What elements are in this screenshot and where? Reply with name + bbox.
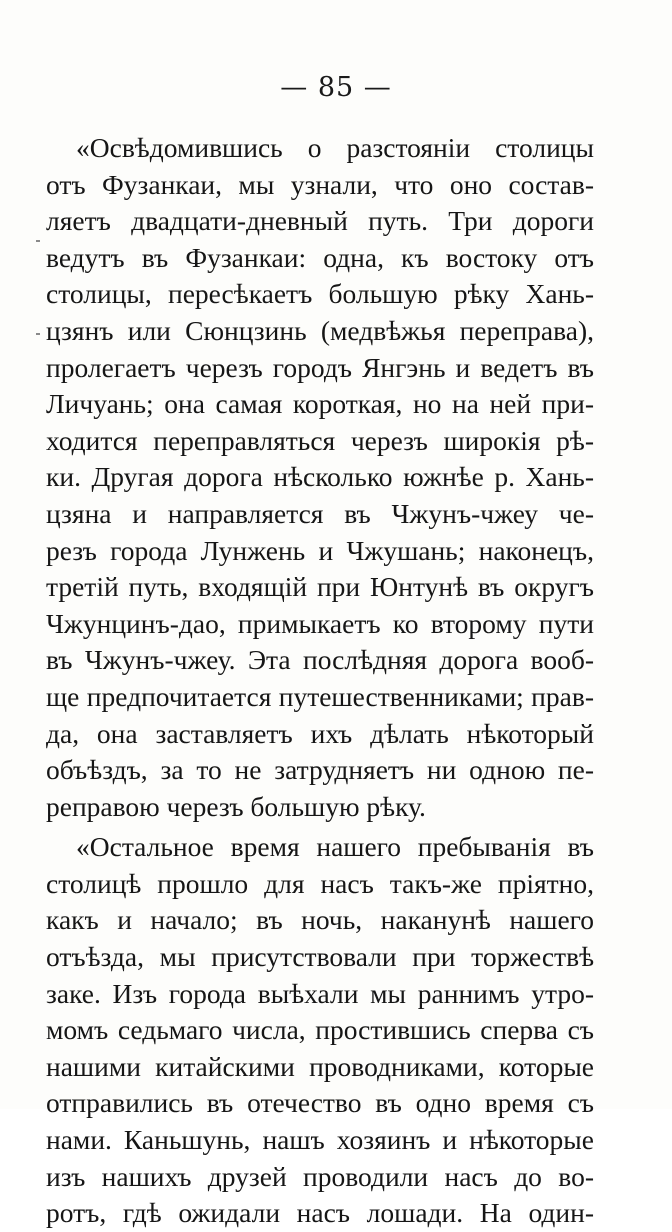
text-line: Личуань; она самая короткая, но на ней при- [46, 388, 594, 420]
page-number: — 85 — [280, 72, 392, 103]
margin-mark [36, 240, 40, 242]
text-line: реправою черезъ большую рѣку. [46, 790, 426, 822]
text-line: ще предпочитается путешественниками; прав- [46, 680, 594, 712]
text-line: столицѣ прошло для насъ такъ-же пріятно, [46, 867, 594, 899]
text-line: «Освѣдомившись о разстояніи столицы [76, 132, 594, 163]
text-line: цзяна и направляется въ Чжунъ-чжеу че- [46, 497, 594, 529]
text-line: резъ города Лунжень и Чжушань; наконецъ, [46, 534, 594, 566]
page-body-text [46, 130, 594, 1232]
text-line: ходится переправляться черезъ широкія рѣ- [46, 424, 594, 456]
text-line: пролегаетъ черезъ городъ Янгэнь и ведетъ въ [46, 351, 594, 383]
text-line: столицы, пересѣкаетъ большую рѣку Хань- [46, 278, 594, 310]
text-line: заке. Изъ города выѣхали мы раннимъ утро- [46, 977, 594, 1009]
text-line: нашими китайскими проводниками, которые [46, 1050, 594, 1082]
text-line: третій путь, входящій при Юнтунѣ въ округъ [46, 571, 594, 603]
text-line: да, она заставляетъ ихъ дѣлать нѣкоторый [46, 717, 594, 749]
text-line: Чжунцинъ-дао, примыкаетъ ко второму пути [46, 607, 594, 639]
text-line: отъ Фузанкаи, мы узнали, что оно состав- [46, 168, 594, 200]
text-line: ляетъ двадцати-дневный путь. Три дороги [46, 205, 594, 237]
text-line: «Остальное время нашего пребыванія въ [76, 831, 594, 863]
text-line: изъ нашихъ друзей проводили насъ до во- [46, 1160, 594, 1192]
text-line: отъѣзда, мы присутствовали при торжествѣ [46, 941, 594, 973]
text-line: ки. Другая дорога нѣсколько южнѣе р. Хань- [46, 461, 594, 493]
paragraph-2 [46, 829, 594, 1232]
text-line: отправились въ отечество въ одно время съ [46, 1087, 594, 1119]
text-line: какъ и начало; въ ночь, наканунѣ нашего [46, 904, 594, 936]
text-line: нами. Каньшунь, нашъ хозяинъ и нѣкоторые [46, 1124, 594, 1156]
text-line: цзянъ или Сюнцзинь (медвѣжья переправа), [46, 314, 594, 346]
text-line: ведутъ въ Фузанкаи: одна, къ востоку отъ [46, 241, 594, 273]
text-line: объѣздъ, за то не затрудняетъ ни одною пе- [46, 754, 594, 786]
text-line: въ Чжунъ-чжеу. Эта послѣдняя дорога вооб- [46, 644, 594, 676]
text-line: ротъ, гдѣ ожидали насъ лошади. На один- [46, 1197, 594, 1229]
paragraph-1 [46, 130, 594, 825]
margin-mark [36, 333, 40, 335]
text-line: момъ седьмаго числа, простившись сперва съ [46, 1014, 594, 1046]
